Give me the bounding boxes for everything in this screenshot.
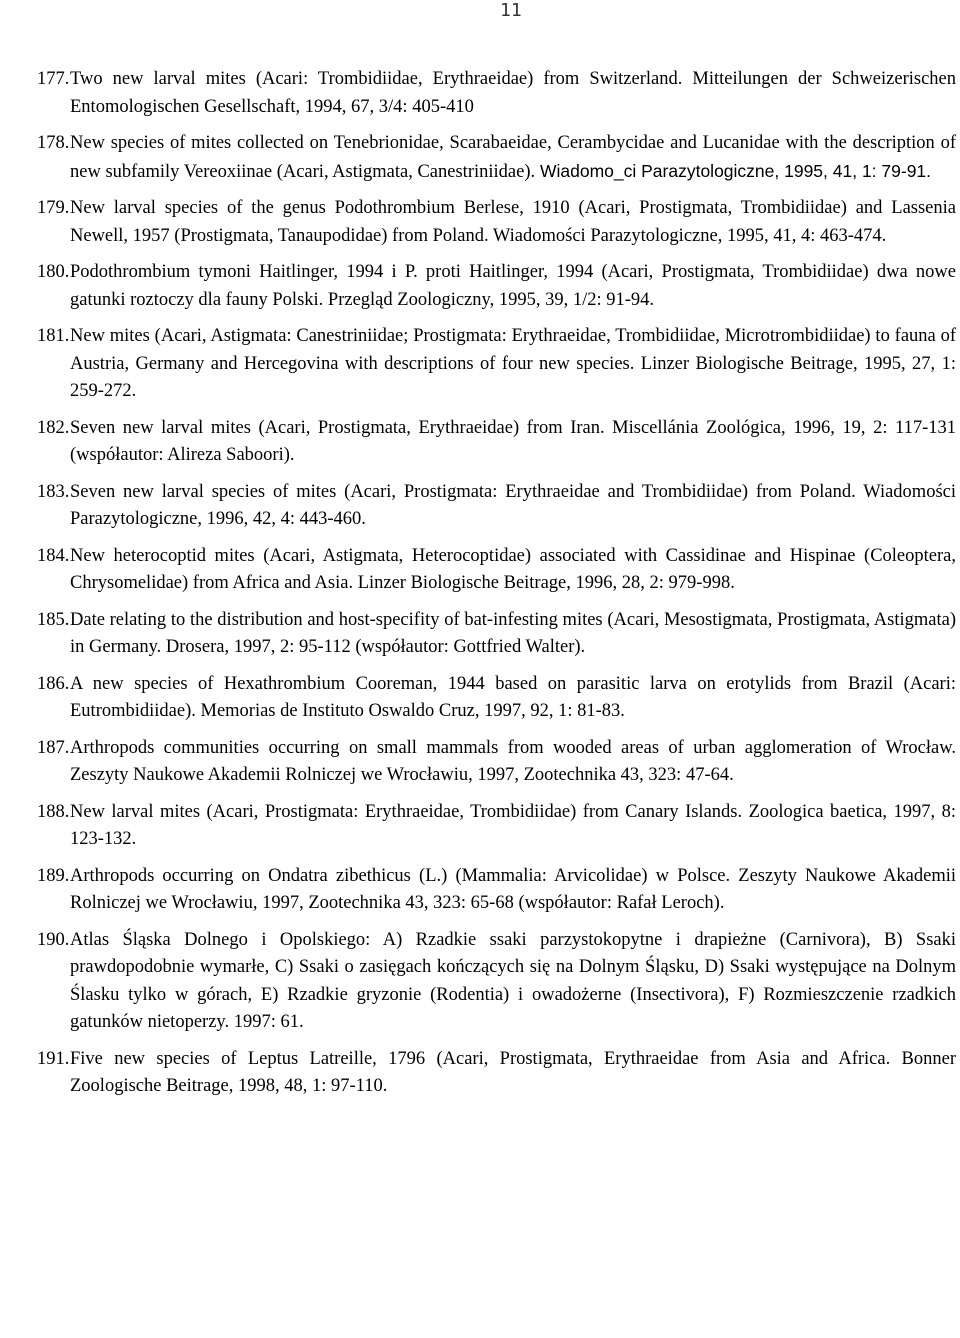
reference-text: Atlas Śląska Dolnego i Opolskiego: A) Rzadkie ssaki parzystokopytne i drapieżne (Carnivora), B) Ssaki prawdopodobnie wymarłe, C) Ssaki o zasięgach kończących się na Dolnym Śląsku, D) Ssaki występujące na Dolnym Ślasku tylko w górach, E) Rzadkie gryzonie (Rodentia) i owadożerne (Insectivora), F) Rozmieszczenie rzadkich gatunków nietoperzy. 1997: 61. [70,929,956,1032]
reference-text: Arthropods communities occurring on small mammals from wooded areas of urban agglomeration of Wrocław. Zeszyty Naukowe Akademii Rolniczej we Wrocławiu, 1997, Zootechnika 43, 323: 47-64. [70,737,956,785]
reference-item [0,195,960,250]
reference-number: 180. [37,262,70,282]
reference-text: Podothrombium tymoni Haitlinger, 1994 i P. proti Haitlinger, 1994 (Acari, Prostigmata, Trombidiidae) dwa nowe gatunki roztoczy dla fauny Polski. Przegląd Zoologiczny, 1995, 39, 1/2: 91-94. [70,262,956,310]
reference-text: Date relating to the distribution and host-specifity of bat-infesting mites (Acari, Mesostigmata, Prostigmata, Astigmata) in Germany. Drosera, 1997, 2: 95-112 (współautor: Gottfried Walter). [70,609,956,657]
reference-number: 181. [37,326,70,346]
reference-item [0,415,960,470]
reference-number: 189. [37,865,70,886]
reference-text: A new species of Hexathrombium Cooreman, 1944 based on parasitic larva on erotylids from Brazil (Acari: Eutrombidiidae). Memorias de Instituto Oswaldo Cruz, 1997, 92, 1: 81-83. [70,673,956,721]
reference-text: New heterocoptid mites (Acari, Astigmata, Heterocoptidae) associated with Cassidinae and Hispinae (Coleoptera, Chrysomelidae) from Africa and Asia. Linzer Biologische Beitrage, 1996, 28, 2: 979-998. [70,545,956,593]
reference-text-sans: Wiadomo_ci Parazytologiczne, 1995, 41, 1: 79-91. [535,160,932,181]
reference-text: Five new species of Leptus Latreille, 1796 (Acari, Prostigmata, Erythraeidae from Asia and Africa. Bonner Zoologische Beitrage, 1998, 48, 1: 97-110. [70,1048,956,1096]
reference-number: 179. [37,198,70,218]
reference-text: New species of mites collected on Tenebrionidae, Scarabaeidae, Cerambycidae and Lucanidae with the description of new subfamily Vereoxiinae (Acari, Astigmata, Canestriniidae). [70,133,956,182]
reference-item [0,130,960,186]
reference-item [0,323,960,406]
reference-number: 182. [37,417,70,438]
reference-number: 178. [37,133,70,153]
reference-text: New larval mites (Acari, Prostigmata: Erythraeidae, Trombidiidae) from Canary Islands. Zoologica baetica, 1997, 8: 123-132. [70,801,956,849]
reference-item [0,607,960,662]
reference-item [0,735,960,790]
reference-list [0,66,960,1110]
reference-item [0,927,960,1037]
reference-number: 185. [37,609,70,630]
reference-item [0,863,960,918]
reference-number: 187. [37,737,70,758]
reference-text: New mites (Acari, Astigmata: Canestriniidae; Prostigmata: Erythraeidae, Trombidiidae, Microtrombidiidae) to fauna of Austria, Germany and Hercegovina with descriptions of four new species. Linzer Biologische Beitrage, 1995, 27, 1: 259-272. [70,326,956,401]
reference-text: Seven new larval species of mites (Acari, Prostigmata: Erythraeidae and Trombidiidae) from Poland. Wiadomości Parazytologiczne, 1996, 42, 4: 443-460. [70,481,956,529]
reference-item [0,1046,960,1101]
reference-text: New larval species of the genus Podothrombium Berlese, 1910 (Acari, Prostigmata, Trombidiidae) and Lassenia Newell, 1957 (Prostigmata, Tanaupodidae) from Poland. Wiadomości Parazytologiczne, 1995, 41, 4: 463-474. [70,198,956,246]
reference-text: Two new larval mites (Acari: Trombidiidae, Erythraeidae) from Switzerland. Mitteilungen der Schweizerischen Entomologischen Gesellschaft, 1994, 67, 3/4: 405-410 [70,69,956,117]
reference-number: 183. [37,481,70,502]
reference-number: 188. [37,801,70,822]
reference-number: 177. [37,69,70,89]
reference-number: 186. [37,673,70,694]
reference-item [0,799,960,854]
reference-item [0,479,960,534]
reference-number: 191. [37,1048,70,1069]
reference-text: Seven new larval mites (Acari, Prostigmata, Erythraeidae) from Iran. Miscellánia Zoológica, 1996, 19, 2: 117-131 (współautor: Alireza Saboori). [70,417,956,465]
reference-number: 184. [37,545,70,566]
reference-item [0,66,960,121]
reference-item [0,543,960,598]
reference-item [0,259,960,314]
reference-number: 190. [37,929,70,950]
page-number: 11 [500,0,522,21]
reference-item [0,671,960,726]
reference-text: Arthropods occurring on Ondatra zibethicus (L.) (Mammalia: Arvicolidae) w Polsce. Zeszyty Naukowe Akademii Rolniczej we Wrocławiu, 1997, Zootechnika 43, 323: 65-68 (współautor: Rafał Leroch). [70,865,956,913]
